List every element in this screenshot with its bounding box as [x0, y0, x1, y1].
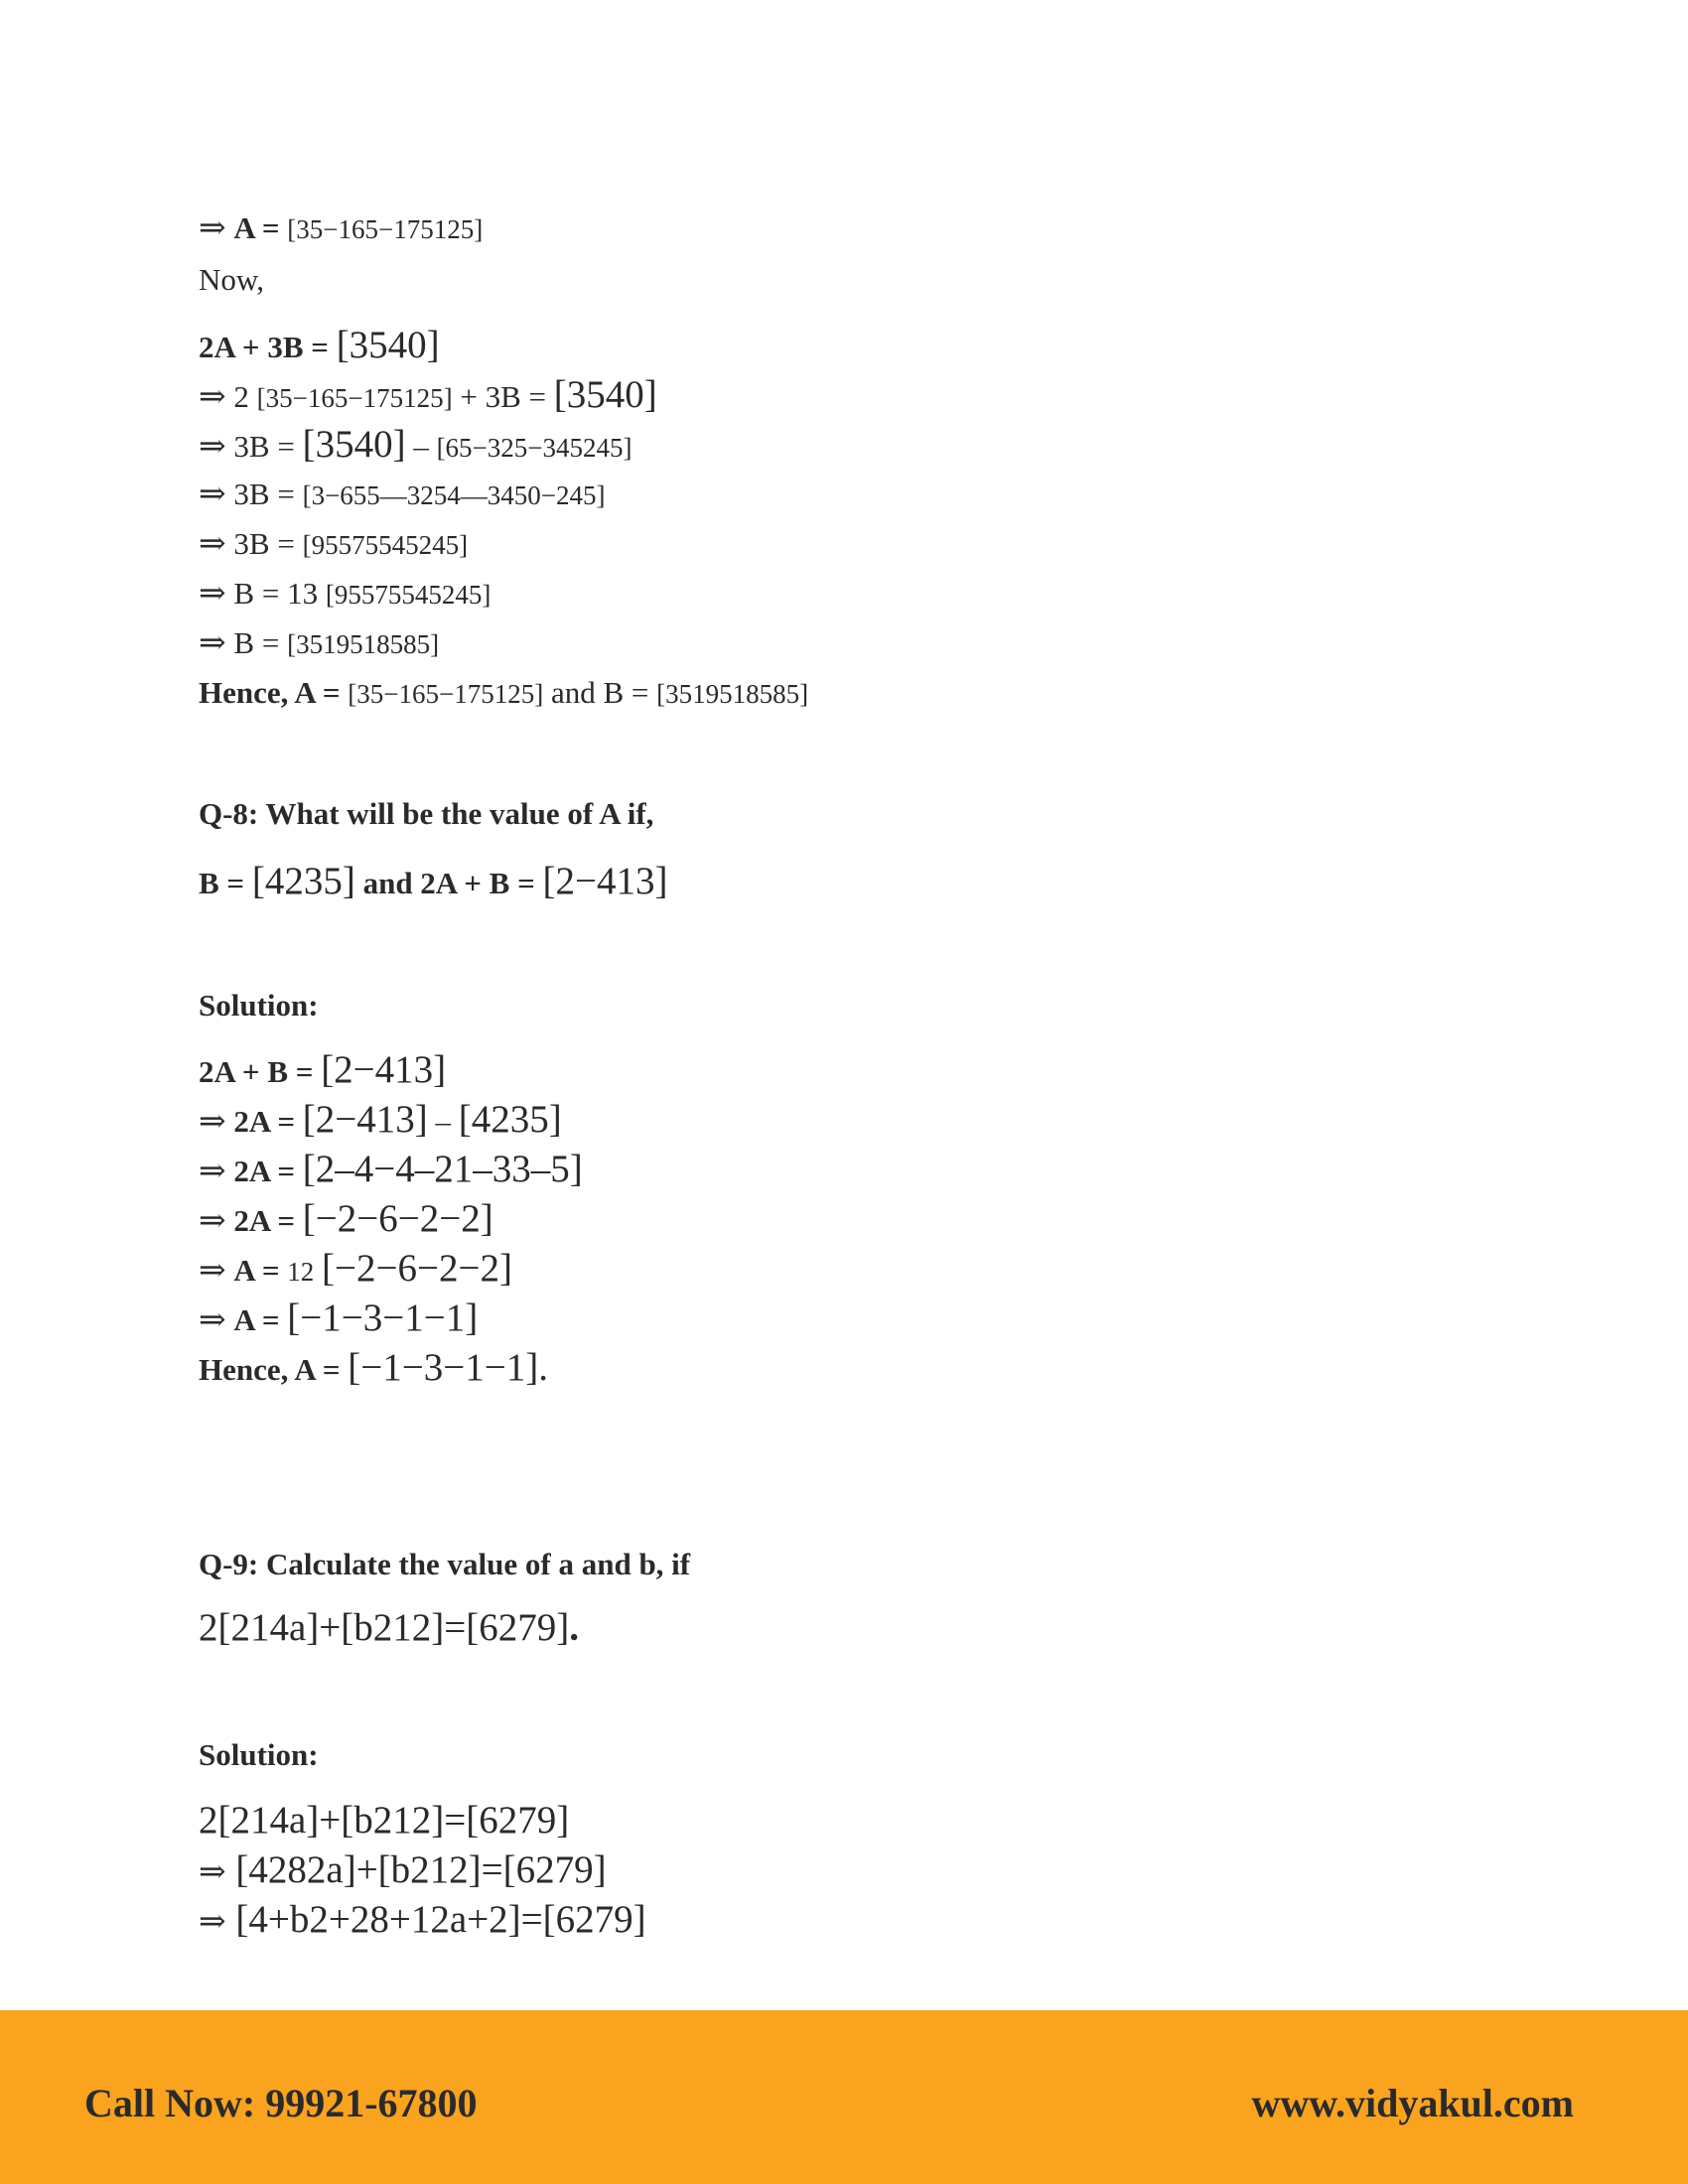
eq-text: + 3B = [460, 379, 546, 414]
matrix: [2–4−4–21–33–5] [302, 1148, 583, 1190]
eq-text: [4+b2+28+12a+2]=[6279] [235, 1898, 646, 1941]
solution-heading: Solution: [199, 988, 319, 1023]
matrix: [−1−3−1−1] [287, 1297, 479, 1339]
eq-line [199, 1298, 478, 1340]
eq-lhs: Hence, A = [199, 1352, 341, 1387]
matrix: [35−165−175125] [287, 214, 484, 244]
eq-lhs: 2A = [233, 1154, 295, 1188]
implies-symbol: ⇒ [199, 477, 226, 512]
implies-symbol: ⇒ [199, 210, 226, 246]
website-link[interactable]: www.vidyakul.com [1251, 2081, 1574, 2125]
matrix: [3519518585] [656, 679, 809, 709]
hence-line [199, 1348, 548, 1390]
eq-text: – [435, 1104, 451, 1139]
question-9-title: Q-9: Calculate the value of a and b, if [199, 1547, 691, 1581]
question-9-equation [199, 1608, 579, 1648]
matrix: [4235] [458, 1098, 562, 1141]
matrix: [3−655—3254—3450−245] [302, 480, 606, 510]
eq-lhs: A = [233, 1302, 280, 1337]
matrix: [−2−6−2−2] [322, 1247, 512, 1290]
eq-line [199, 1900, 646, 1942]
matrix: [−2−6−2−2] [302, 1197, 493, 1240]
eq-text: 3B = [233, 526, 295, 561]
matrix: [95575545245] [325, 580, 492, 610]
eq-lhs: 2A + 3B = [199, 330, 329, 364]
matrix: [3540] [302, 423, 406, 466]
eq-line: 2[214a]+[b212]=[6279] [199, 1799, 570, 1842]
matrix: [35−165−175125] [348, 679, 544, 709]
implies-symbol: ⇒ [199, 1154, 226, 1189]
implies-symbol: ⇒ [199, 1302, 226, 1338]
implies-symbol: ⇒ [199, 1104, 226, 1140]
eq-text: 2 [233, 379, 249, 414]
implies-symbol: ⇒ [199, 576, 226, 612]
eq-lhs: 2A = [233, 1203, 295, 1238]
eq-line [199, 425, 633, 468]
eq-line [199, 475, 606, 515]
implies-symbol: ⇒ [199, 1253, 226, 1289]
hence-line [199, 673, 808, 714]
eq-text: and B = [550, 675, 649, 710]
eq-text: B = [233, 625, 280, 660]
eq-line [199, 1249, 512, 1292]
eq-lhs: A = [233, 1253, 280, 1288]
eq-text: – [413, 429, 429, 464]
matrix: [3519518585] [287, 629, 440, 659]
eq-lhs: Hence, A = [199, 675, 341, 710]
eq-line [199, 1850, 607, 1892]
eq-line [199, 524, 468, 565]
matrix: [2−413] [542, 860, 668, 902]
implies-symbol: ⇒ [199, 625, 226, 661]
eq-lhs: B = [199, 866, 245, 900]
eq-line [199, 1199, 493, 1241]
eq-text: 2[214a]+[b212]=[6279] [199, 1606, 570, 1649]
eq-text: and 2A + B = [362, 866, 535, 900]
eq-lhs: 2A + B = [199, 1054, 314, 1089]
eq-text: 3B = [233, 429, 295, 464]
matrix: [35−165−175125] [256, 383, 453, 413]
matrix: [−1−3−1−1]. [348, 1346, 548, 1389]
matrix: [2−413] [321, 1048, 447, 1091]
eq-line-a [199, 208, 483, 249]
text-now: Now, [199, 262, 265, 297]
implies-symbol: ⇒ [199, 526, 226, 562]
eq-line-2a3b [199, 326, 440, 367]
implies-symbol: ⇒ [199, 1854, 226, 1890]
eq-text: 3B = [233, 477, 295, 511]
matrix: [3540] [553, 373, 657, 416]
eq-text: 12 [287, 1257, 315, 1287]
solution-heading: Solution: [199, 1737, 319, 1772]
implies-symbol: ⇒ [199, 379, 226, 415]
matrix: [2−413] [302, 1098, 428, 1141]
question-8-title: Q-8: What will be the value of A if, [199, 796, 654, 831]
eq-line [199, 623, 439, 664]
matrix: [95575545245] [302, 530, 469, 560]
eq-line [199, 1100, 562, 1142]
matrix: [3540] [336, 324, 440, 366]
eq-line [199, 375, 657, 418]
implies-symbol: ⇒ [199, 429, 226, 465]
matrix: [4235] [251, 860, 355, 902]
implies-symbol: ⇒ [199, 1203, 226, 1239]
eq-line [199, 1150, 583, 1191]
call-now-text: Call Now: 99921-67800 [84, 2081, 478, 2125]
eq-text: B = 13 [233, 576, 319, 611]
implies-symbol: ⇒ [199, 1904, 226, 1940]
matrix: [65−325−345245] [436, 433, 633, 463]
eq-text: . [569, 1606, 579, 1649]
eq-line [199, 1050, 446, 1092]
eq-lhs: 2A = [233, 1104, 295, 1139]
footer-banner [0, 2010, 1688, 2184]
eq-line [199, 574, 491, 614]
question-8-statement [199, 862, 667, 903]
eq-lhs: A = [233, 210, 280, 245]
eq-text: [4282a]+[b212]=[6279] [235, 1848, 607, 1891]
